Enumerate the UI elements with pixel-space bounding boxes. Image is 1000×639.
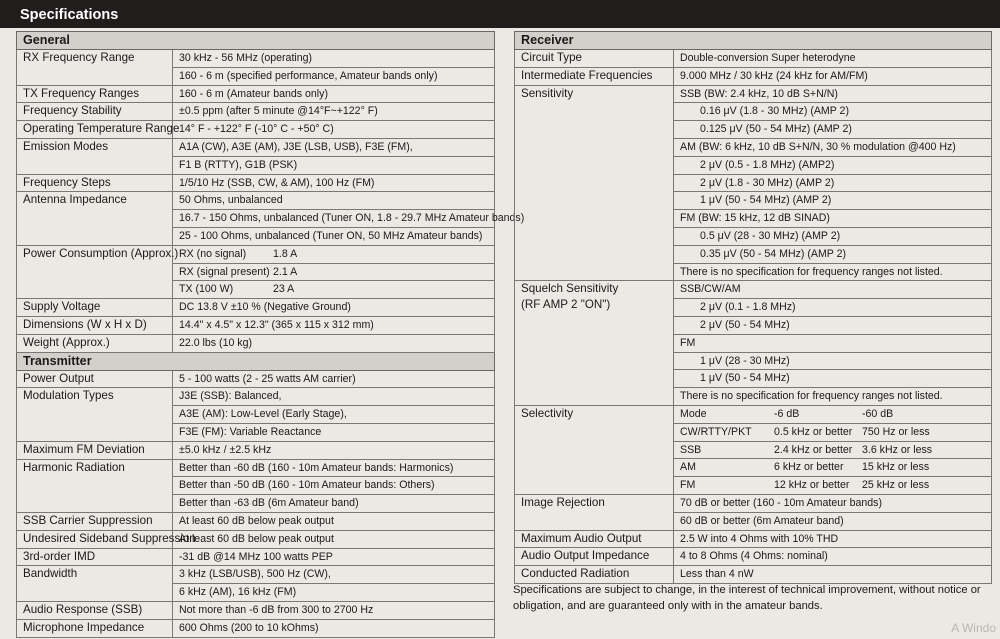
spec-row (17, 299, 495, 317)
spec-value: 1 μV (50 - 54 MHz) (AMP 2) (674, 192, 992, 210)
spec-row (17, 245, 495, 263)
selectivity-mode: FM (680, 479, 696, 492)
spec-label (515, 566, 674, 584)
spec-value: DC 13.8 V ±10 % (Negative Ground) (173, 299, 495, 317)
spec-value (674, 405, 992, 423)
spec-label (17, 512, 173, 530)
spec-row (17, 85, 495, 103)
spec-label-text: Power Output (23, 371, 94, 385)
spec-value-condition: RX (no signal) (179, 247, 247, 260)
selectivity-mode: AM (680, 461, 696, 474)
spec-value: 50 Ohms, unbalanced (173, 192, 495, 210)
spec-value: 0.125 μV (50 - 54 MHz) (AMP 2) (674, 121, 992, 139)
spec-row (17, 566, 495, 584)
spec-value: 600 Ohms (200 to 10 kOhms) (173, 619, 495, 637)
spec-value: ±0.5 ppm (after 5 minute @14°F~+122° F) (173, 103, 495, 121)
spec-row (17, 370, 495, 388)
spec-value: F3E (FM): Variable Reactance (173, 423, 495, 441)
spec-value (674, 423, 992, 441)
spec-label-text: Sensitivity (521, 86, 574, 100)
spec-value: 1 μV (28 - 30 MHz) (674, 352, 992, 370)
spec-label-text: Undesired Sideband Suppression (23, 531, 196, 545)
spec-value (674, 459, 992, 477)
spec-value-condition: RX (signal present) (179, 265, 270, 278)
spec-value: 60 dB or better (6m Amateur band) (674, 512, 992, 530)
spec-row (17, 138, 495, 156)
spec-value: 6 kHz (AM), 16 kHz (FM) (173, 584, 495, 602)
spec-row (17, 441, 495, 459)
spec-row (17, 316, 495, 334)
spec-label (17, 601, 173, 619)
spec-row (17, 334, 495, 352)
section-heading: Transmitter (17, 352, 495, 370)
spec-value: Better than -63 dB (6m Amateur band) (173, 495, 495, 513)
spec-label-text: Modulation Types (23, 389, 114, 403)
spec-value: Not more than -6 dB from 300 to 2700 Hz (173, 601, 495, 619)
spec-value (173, 263, 495, 281)
spec-value: 2.5 W into 4 Ohms with 10% THD (674, 530, 992, 548)
spec-value (173, 281, 495, 299)
spec-value: 16.7 - 150 Ohms, unbalanced (Tuner ON, 1.8 - 29.7 MHz Amateur bands) (173, 210, 495, 228)
left-spec-table (16, 31, 525, 638)
spec-label-text: Circuit Type (521, 51, 582, 64)
right-spec-table (514, 31, 992, 584)
spec-value (173, 245, 495, 263)
spec-value: 2 μV (1.8 - 30 MHz) (AMP 2) (674, 174, 992, 192)
spec-label (17, 459, 173, 512)
spec-value: 2 μV (0.5 - 1.8 MHz) (AMP2) (674, 156, 992, 174)
spec-value: 1/5/10 Hz (SSB, CW, & AM), 100 Hz (FM) (173, 174, 495, 192)
section-heading-row (17, 32, 495, 50)
spec-value: 14.4" x 4.5" x 12.3" (365 x 115 x 312 mm) (173, 316, 495, 334)
spec-row (515, 281, 992, 299)
spec-label-text: Emission Modes (23, 139, 109, 153)
spec-value: 70 dB or better (160 - 10m Amateur bands) (674, 494, 992, 512)
section-heading-row (17, 352, 495, 370)
spec-row (515, 494, 992, 512)
spec-row (17, 50, 495, 68)
spec-label-text: Power Consumption (Approx.) (23, 246, 179, 260)
spec-row (17, 512, 495, 530)
spec-row (17, 174, 495, 192)
spec-value: 4 to 8 Ohms (4 Ohms: nominal) (674, 548, 992, 566)
spec-row (17, 548, 495, 566)
spec-label (17, 334, 173, 352)
page-title: Specifications (0, 0, 1000, 28)
spec-label-text: SSB Carrier Suppression (23, 513, 153, 527)
spec-label-text: Microphone Impedance (23, 620, 145, 634)
spec-label-text: Image Rejection (521, 495, 605, 509)
spec-value-current: 23 A (273, 283, 295, 296)
spec-label-text: Harmonic Radiation (23, 460, 125, 474)
spec-value: ±5.0 kHz / ±2.5 kHz (173, 441, 495, 459)
spec-label-text: Intermediate Frequencies (521, 68, 653, 82)
spec-label (17, 192, 173, 245)
spec-label (17, 121, 180, 139)
spec-value: AM (BW: 6 kHz, 10 dB S+N/N, 30 % modulation @400 Hz) (674, 138, 992, 156)
spec-row (17, 601, 495, 619)
spec-label-text: Selectivity (521, 406, 574, 420)
spec-value: Double-conversion Super heterodyne (674, 50, 992, 68)
spec-row (17, 459, 495, 477)
spec-row (515, 50, 992, 68)
spec-label (515, 405, 674, 494)
spec-row (17, 121, 495, 139)
spec-row (17, 619, 495, 637)
section-heading: General (17, 32, 495, 50)
spec-value (674, 441, 992, 459)
spec-value: 1 μV (50 - 54 MHz) (674, 370, 992, 388)
spec-value: 22.0 lbs (10 kg) (173, 334, 495, 352)
spec-value: At least 60 dB below peak output (173, 512, 495, 530)
spec-label (515, 85, 674, 281)
spec-value-condition: TX (100 W) (179, 283, 234, 296)
spec-value: F1 B (RTTY), G1B (PSK) (173, 156, 495, 174)
spec-row (515, 85, 992, 103)
spec-value: SSB (BW: 2.4 kHz, 10 dB S+N/N) (674, 85, 992, 103)
spec-label (17, 316, 173, 334)
spec-label (17, 548, 173, 566)
selectivity-60db: 25 kHz or less (862, 479, 930, 492)
spec-label (515, 281, 674, 406)
spec-value: 2 μV (0.1 - 1.8 MHz) (674, 299, 992, 317)
spec-row (17, 530, 495, 548)
section-heading: Receiver (515, 32, 992, 50)
spec-label (17, 103, 173, 121)
spec-value: 25 - 100 Ohms, unbalanced (Tuner ON, 50 MHz Amateur bands) (173, 227, 495, 245)
spec-value: SSB/CW/AM (674, 281, 992, 299)
spec-value: At least 60 dB below peak output (173, 530, 495, 548)
selectivity-mode: SSB (680, 443, 702, 456)
spec-label-text: Maximum FM Deviation (23, 442, 145, 456)
spec-value: FM (BW: 15 kHz, 12 dB SINAD) (674, 210, 992, 228)
spec-value: Less than 4 nW (674, 566, 992, 584)
spec-label-text: RX Frequency Range (23, 51, 135, 64)
spec-label (515, 50, 674, 68)
spec-value: Better than -60 dB (160 - 10m Amateur bands: Harmonics) (173, 459, 495, 477)
spec-label-text: Antenna Impedance (23, 193, 127, 207)
spec-value-current: 1.8 A (273, 247, 298, 260)
spec-row (17, 192, 495, 210)
selectivity-60db: 15 kHz or less (862, 461, 930, 474)
spec-label-text: Supply Voltage (23, 300, 101, 314)
spec-value (674, 477, 992, 495)
selectivity-6db: 0.5 kHz or better (774, 425, 853, 438)
spec-label (17, 138, 173, 174)
spec-label-text: Conducted Radiation (521, 567, 630, 581)
spec-label-text: (RF AMP 2 "ON") (521, 298, 611, 312)
spec-label-text: Audio Response (SSB) (23, 602, 143, 616)
selectivity-6db: -6 dB (774, 407, 800, 420)
selectivity-mode: CW/RTTY/PKT (680, 425, 752, 438)
spec-label-text: Frequency Stability (23, 104, 122, 118)
spec-label-text: 3rd-order IMD (23, 549, 96, 563)
spec-label (515, 548, 674, 566)
selectivity-60db: -60 dB (862, 407, 894, 420)
spec-label-text: Squelch Sensitivity (521, 282, 619, 296)
selectivity-6db: 6 kHz or better (774, 461, 844, 474)
spec-row (17, 103, 495, 121)
selectivity-mode: Mode (680, 407, 707, 420)
spec-label-text: Bandwidth (23, 567, 78, 581)
spec-label-text: Maximum Audio Output (521, 531, 642, 545)
spec-label (17, 299, 173, 317)
activation-watermark: A Windo (951, 621, 996, 635)
spec-label (17, 245, 179, 298)
spec-value: 0.5 μV (28 - 30 MHz) (AMP 2) (674, 227, 992, 245)
spec-label (17, 619, 173, 637)
spec-label (17, 50, 173, 86)
spec-value: A1A (CW), A3E (AM), J3E (LSB, USB), F3E (FM), (173, 138, 495, 156)
spec-value: There is no specification for frequency ranges not listed. (674, 388, 992, 406)
spec-label-text: Weight (Approx.) (23, 335, 110, 349)
spec-label (515, 494, 674, 530)
spec-value: 160 - 6 m (Amateur bands only) (173, 85, 495, 103)
spec-label-text: Audio Output Impedance (521, 549, 650, 563)
spec-label-text: Operating Temperature Range (23, 122, 180, 136)
spec-value: 3 kHz (LSB/USB), 500 Hz (CW), (173, 566, 495, 584)
spec-label-text: TX Frequency Ranges (23, 86, 139, 100)
spec-value: FM (674, 334, 992, 352)
spec-label (17, 174, 173, 192)
spec-value: J3E (SSB): Balanced, (173, 388, 495, 406)
spec-row (515, 548, 992, 566)
spec-label (17, 388, 173, 441)
spec-row (515, 67, 992, 85)
spec-label (17, 85, 173, 103)
spec-label-text: Frequency Steps (23, 175, 111, 189)
spec-value: 14° F - +122° F (-10° C - +50° C) (173, 121, 495, 139)
selectivity-6db: 2.4 kHz or better (774, 443, 853, 456)
spec-row (515, 566, 992, 584)
spec-value: 2 μV (50 - 54 MHz) (674, 316, 992, 334)
spec-value: 5 - 100 watts (2 - 25 watts AM carrier) (173, 370, 495, 388)
spec-value: 9.000 MHz / 30 kHz (24 kHz for AM/FM) (674, 67, 992, 85)
disclaimer-note: Specifications are subject to change, in the interest of technical improvement, without notice or obligation, and are guaranteed only with in the amateur bands. (513, 584, 981, 612)
spec-label (515, 530, 674, 548)
selectivity-60db: 3.6 kHz or less (862, 443, 933, 456)
spec-value-current: 2.1 A (273, 265, 298, 278)
selectivity-60db: 750 Hz or less (862, 425, 930, 438)
spec-row (515, 405, 992, 423)
spec-value: 30 kHz - 56 MHz (operating) (173, 50, 495, 68)
spec-label (17, 370, 173, 388)
spec-label (515, 67, 674, 85)
spec-value: There is no specification for frequency ranges not listed. (674, 263, 992, 281)
spec-label (17, 441, 173, 459)
spec-label-text: Dimensions (W x H x D) (23, 317, 147, 331)
spec-label (17, 566, 173, 602)
spec-label (17, 530, 196, 548)
spec-value: 160 - 6 m (specified performance, Amateur bands only) (173, 67, 495, 85)
spec-value: -31 dB @14 MHz 100 watts PEP (173, 548, 495, 566)
spec-value: 0.16 μV (1.8 - 30 MHz) (AMP 2) (674, 103, 992, 121)
section-heading-row (515, 32, 992, 50)
spec-value: 0.35 μV (50 - 54 MHz) (AMP 2) (674, 245, 992, 263)
spec-row (17, 388, 495, 406)
spec-row (515, 530, 992, 548)
selectivity-6db: 12 kHz or better (774, 479, 850, 492)
spec-value: A3E (AM): Low-Level (Early Stage), (173, 406, 495, 424)
spec-value: Better than -50 dB (160 - 10m Amateur bands: Others) (173, 477, 495, 495)
